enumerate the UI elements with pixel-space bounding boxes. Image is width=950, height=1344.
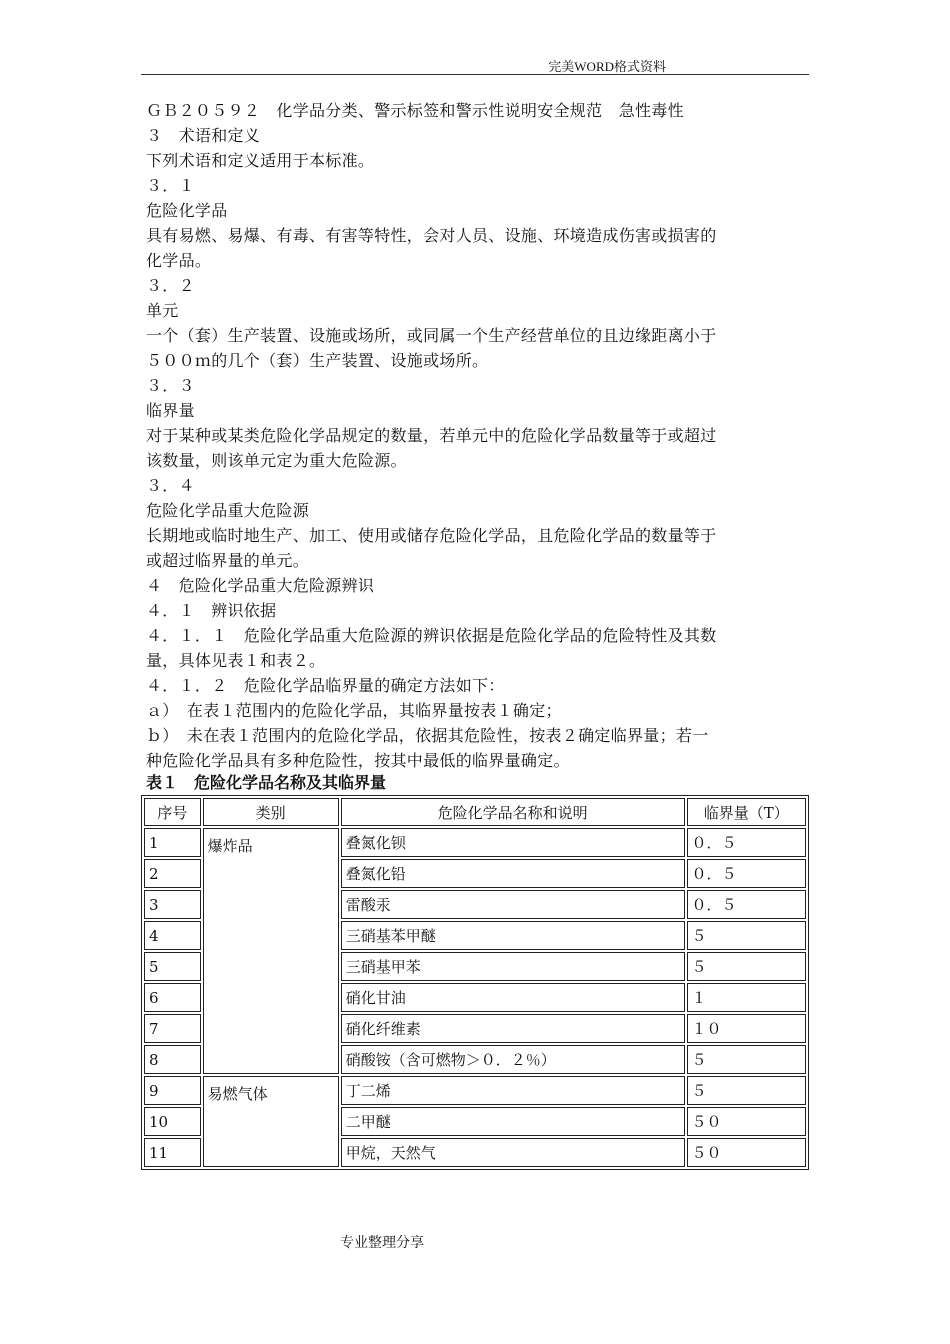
cell-threshold: ５０	[687, 1138, 806, 1167]
paragraph-line: ４．１．２ 危险化学品临界量的确定方法如下：	[146, 676, 505, 695]
paragraph-line: 一个（套）生产装置、设施或场所，或同属一个生产经营单位的且边缘距离小于	[146, 326, 717, 345]
clause-number: ３．３	[146, 376, 195, 395]
table-row	[144, 1076, 806, 1105]
paragraph-line: 对于某种或某类危险化学品规定的数量，若单元中的危险化学品数量等于或超过	[146, 426, 717, 445]
cell-name: 甲烷，天然气	[341, 1138, 685, 1167]
cell-name: 硝化甘油	[341, 983, 685, 1012]
cell-name: 硝酸铵（含可燃物＞０．２％）	[341, 1045, 685, 1074]
cell-no: 10	[144, 1107, 201, 1136]
cell-no: 4	[144, 921, 201, 950]
header-name: 危险化学品名称和说明	[341, 798, 685, 826]
cell-threshold: ５	[687, 1076, 806, 1105]
term: 危险化学品	[146, 201, 228, 220]
cell-no: 1	[144, 828, 201, 857]
term: 临界量	[146, 401, 195, 420]
paragraph-line: 长期地或临时地生产、加工、使用或储存危险化学品，且危险化学品的数量等于	[146, 526, 717, 545]
cell-no: 7	[144, 1014, 201, 1043]
cell-name: 三硝基苯甲醚	[341, 921, 685, 950]
clause-number: ３．４	[146, 476, 195, 495]
cell-no: 9	[144, 1076, 201, 1105]
cell-name: 叠氮化钡	[341, 828, 685, 857]
paragraph-line: 化学品。	[146, 251, 212, 270]
cell-threshold: １０	[687, 1014, 806, 1043]
document-body	[146, 98, 816, 773]
cell-threshold: ５	[687, 921, 806, 950]
cell-no: 2	[144, 859, 201, 888]
cell-name: 雷酸汞	[341, 890, 685, 919]
header-category: 类别	[203, 798, 339, 826]
clause-number: ３．１	[146, 176, 195, 195]
paragraph: 下列术语和定义适用于本标准。	[146, 151, 375, 170]
list-item-continuation: 种危险化学品具有多种危险性，按其中最低的临界量确定。	[146, 751, 570, 770]
cell-no: 5	[144, 952, 201, 981]
cell-no: 8	[144, 1045, 201, 1074]
cell-threshold: ５	[687, 952, 806, 981]
cell-name: 硝化纤维素	[341, 1014, 685, 1043]
section-heading: ３ 术语和定义	[146, 126, 261, 145]
paragraph-line: 该数量，则该单元定为重大危险源。	[146, 451, 407, 470]
list-item: ｂ） 未在表１范围内的危险化学品，依据其危险性，按表２确定临界量；若一	[146, 726, 709, 745]
page-header	[141, 54, 809, 75]
subsection-heading: ４．１ 辨识依据	[146, 601, 277, 620]
paragraph-line: ４．１．１ 危险化学品重大危险源的辨识依据是危险化学品的危险特性及其数	[146, 626, 717, 645]
cell-no: 6	[144, 983, 201, 1012]
cell-threshold: ５０	[687, 1107, 806, 1136]
paragraph-line: 具有易燃、易爆、有毒、有害等特性，会对人员、设施、环境造成伤害或损害的	[146, 226, 717, 245]
cell-threshold: ０．５	[687, 890, 806, 919]
doc-title: ＧＢ２０５９２ 化学品分类、警示标签和警示性说明安全规范 急性毒性	[146, 101, 684, 120]
cell-threshold: ０．５	[687, 828, 806, 857]
term: 单元	[146, 301, 179, 320]
page-footer: 专业整理分享	[340, 1235, 424, 1251]
cell-category: 易燃气体	[203, 1076, 339, 1167]
paragraph-line: 或超过临界量的单元。	[146, 551, 310, 570]
cell-threshold: ５	[687, 1045, 806, 1074]
paragraph-line: 量，具体见表１和表２。	[146, 651, 326, 670]
cell-category: 爆炸品	[203, 828, 339, 1074]
term: 危险化学品重大危险源	[146, 501, 310, 520]
cell-threshold: ０．５	[687, 859, 806, 888]
list-item: ａ） 在表１范围内的危险化学品，其临界量按表１确定；	[146, 701, 562, 720]
cell-no: 3	[144, 890, 201, 919]
clause-number: ３．２	[146, 276, 195, 295]
hazard-table	[141, 795, 809, 1170]
cell-name: 二甲醚	[341, 1107, 685, 1136]
header-threshold: 临界量（T）	[687, 798, 806, 826]
cell-no: 11	[144, 1138, 201, 1167]
header-text: 完美WORD格式资料	[548, 59, 666, 74]
header-no: 序号	[144, 798, 201, 826]
cell-name: 叠氮化铅	[341, 859, 685, 888]
table-title: 表１ 危险化学品名称及其临界量	[146, 773, 387, 792]
section-heading: ４ 危险化学品重大危险源辨识	[146, 576, 375, 595]
table-header-row	[144, 798, 806, 826]
cell-name: 三硝基甲苯	[341, 952, 685, 981]
cell-threshold: １	[687, 983, 806, 1012]
paragraph-line: ５００ｍ的几个（套）生产装置、设施或场所。	[146, 351, 489, 370]
cell-name: 丁二烯	[341, 1076, 685, 1105]
table-row	[144, 828, 806, 857]
